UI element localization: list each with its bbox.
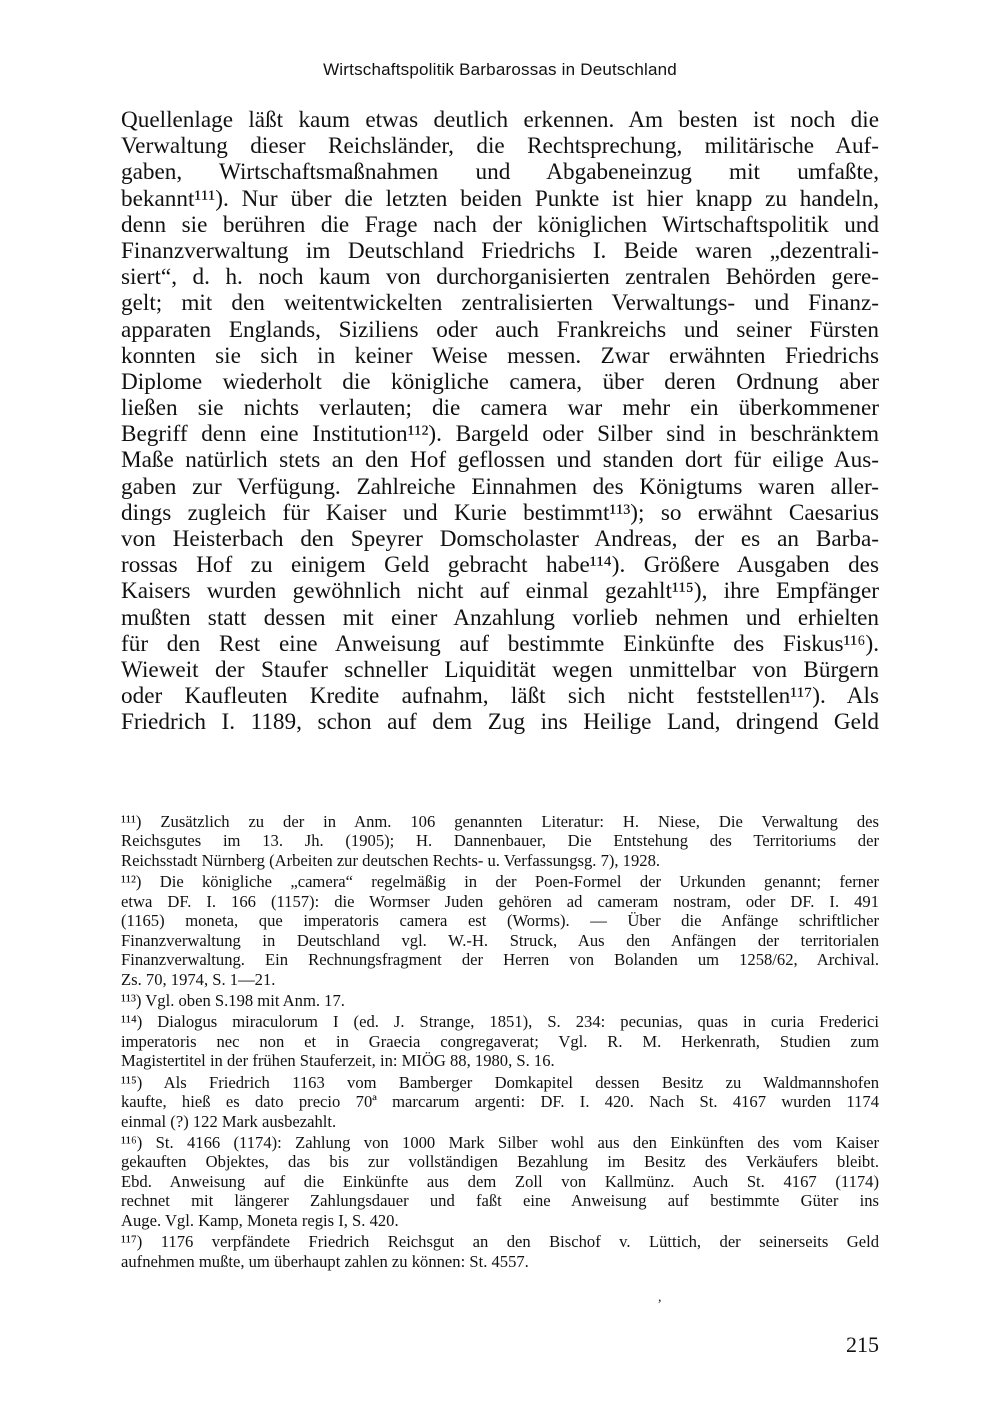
- footnote-line: Reichsstadt Nürnberg (Arbeiten zur deutschen Rechts- u. Verfassungsg. 7), 1928.: [121, 850, 661, 870]
- footnote-line: ¹¹²) Die königliche „camera“ regelmäßig in der Poen-Formel der Urkunden genannt; ferner: [121, 872, 879, 892]
- body-line: apparaten Englands, Siziliens oder auch Frankreichs und seiner Fürsten: [121, 316, 879, 343]
- footnote: [121, 991, 879, 1010]
- stray-mark: ,: [658, 1290, 662, 1305]
- footnote: [121, 872, 879, 989]
- body-line: gelt; mit den weitentwickelten zentralisierten Verwaltungs- und Finanz-: [121, 290, 879, 317]
- footnote-line: Auge. Vgl. Kamp, Moneta regis I, S. 420.: [121, 1210, 399, 1230]
- footnote-line: aufnehmen mußte, um überhaupt zahlen zu können: St. 4557.: [121, 1251, 529, 1271]
- footnote-line: (1165) moneta, que imperatoris camera est (Worms). — Über die Anfänge schriftlicher: [121, 911, 879, 931]
- body-line: Maße natürlich stets an den Hof geflossen und standen dort für eilige Aus-: [121, 447, 879, 474]
- footnote-line: imperatoris nec non et in Graecia congregaverat; Vgl. R. M. Herkenrath, Studien zum: [121, 1031, 879, 1051]
- body-line: Wieweit der Staufer schneller Liquidität wegen unmittelbar von Bürgern: [121, 656, 879, 683]
- footnote-line: kaufte, hieß es dato precio 70ª marcarum argenti: DF. I. 420. Nach St. 4167 wurden 1174: [121, 1092, 879, 1112]
- body-line: siert“, d. h. noch kaum von durchorganisierten zentralen Behörden gere-: [121, 264, 879, 291]
- footnote-line: ¹¹⁷) 1176 verpfändete Friedrich Reichsgut an den Bischof v. Lüttich, der seinerseits Geld: [121, 1232, 879, 1252]
- footnote-line: Finanzverwaltung in Deutschland vgl. W.-H. Struck, Aus den Anfängen der territorialen: [121, 930, 879, 950]
- body-line: gaben, Wirtschaftsmaßnahmen und Abgabeneinzug mit umfaßte,: [121, 159, 879, 186]
- footnote-line: rechnet mit längerer Zahlungsdauer und faßt eine Anweisung auf bestimmte Güter ins: [121, 1191, 879, 1211]
- body-line: Kaisers wurden gewöhnlich nicht auf einmal gezahlt¹¹⁵), ihre Empfänger: [121, 578, 879, 605]
- footnote-line: etwa DF. I. 166 (1157): die Wormser Juden gehören ad cameram nostram, oder DF. I. 491: [121, 891, 879, 911]
- footnote-line: ¹¹⁵) Als Friedrich 1163 vom Bamberger Domkapitel dessen Besitz zu Waldmannshofen: [121, 1072, 879, 1092]
- body-line: Quellenlage läßt kaum etwas deutlich erkennen. Am besten ist noch die: [121, 107, 879, 133]
- body-line: oder Kaufleuten Kredite aufnahm, läßt sich nicht feststellen¹¹⁷). Als: [121, 683, 879, 710]
- footnote-line: ¹¹³) Vgl. oben S.198 mit Anm. 17.: [121, 990, 345, 1010]
- footnote-line: ¹¹⁶) St. 4166 (1174): Zahlung von 1000 Mark Silber wohl aus den Einkünften des vom Kaiser: [121, 1133, 879, 1152]
- body-line: bekannt¹¹¹). Nur über die letzten beiden Punkte ist hier knapp zu handeln,: [121, 185, 879, 212]
- footnote-line: gekauften Objektes, das bis zur vollständigen Bezahlung im Besitz des Verkäufers bleibt.: [121, 1152, 879, 1172]
- body-line: Begriff denn eine Institution¹¹²). Bargeld oder Silber sind in beschränktem: [121, 421, 879, 448]
- body-line: Friedrich I. 1189, schon auf dem Zug ins Heilige Land, dringend Geld: [121, 709, 879, 736]
- footnote-line: ¹¹⁴) Dialogus miraculorum I (ed. J. Strange, 1851), S. 234: pecunias, quas in curia Frederici: [121, 1012, 879, 1032]
- body-line: ließen sie nichts verlauten; die camera war mehr ein überkommener: [121, 395, 879, 422]
- body-line: für den Rest eine Anweisung auf bestimmte Einkünfte des Fiskus¹¹⁶).: [121, 630, 879, 657]
- footnote-line: Magistertitel in der frühen Stauferzeit, in: MIÖG 88, 1980, S. 16.: [121, 1051, 555, 1071]
- body-text: [121, 107, 879, 736]
- footnote-line: Zs. 70, 1974, S. 1—21.: [121, 969, 276, 989]
- body-line: dings zugleich für Kaiser und Kurie bestimmt¹¹³); so erwähnt Caesarius: [121, 499, 879, 526]
- body-line: von Heisterbach den Speyrer Domscholaster Andreas, der es an Barba-: [121, 526, 879, 552]
- page-number: 215: [846, 1332, 879, 1357]
- body-line: Verwaltung dieser Reichsländer, die Rechtsprechung, militärische Auf-: [121, 133, 879, 160]
- footnote-line: Ebd. Anweisung auf die Einkünfte aus dem Zoll von Kallmünz. Auch St. 4167 (1174): [121, 1171, 879, 1191]
- body-line: denn sie berühren die Frage nach der königlichen Wirtschaftspolitik und: [121, 211, 879, 238]
- footnote-line: Reichsgutes im 13. Jh. (1905); H. Dannenbauer, Die Entstehung des Territoriums der: [121, 831, 879, 851]
- running-head: Wirtschaftspolitik Barbarossas in Deutschland: [323, 60, 677, 79]
- body-line: gaben zur Verfügung. Zahlreiche Einnahmen des Königtums waren aller-: [121, 473, 879, 500]
- body-line: mußten statt dessen mit einer Anzahlung vorlieb nehmen und erhielten: [121, 604, 879, 631]
- footnotes: [121, 812, 879, 1271]
- footnote-line: ¹¹¹) Zusätzlich zu der in Anm. 106 genannten Literatur: H. Niese, Die Verwaltung des: [121, 812, 879, 831]
- footnote-line: Finanzverwaltung. Ein Rechnungsfragment der Herren von Bolanden um 1258/62, Archival.: [121, 950, 879, 970]
- footnote: [121, 1133, 879, 1230]
- body-line: Diplome wiederholt die königliche camera, über deren Ordnung aber: [121, 368, 879, 395]
- footnote: [121, 1073, 879, 1131]
- body-line: rossas Hof zu einigem Geld gebracht habe¹¹⁴). Größere Ausgaben des: [121, 552, 879, 579]
- footnote: [121, 1232, 879, 1271]
- body-line: Finanzverwaltung im Deutschland Friedrichs I. Beide waren „dezentrali-: [121, 237, 879, 264]
- footnote-line: einmal (?) 122 Mark ausbezahlt.: [121, 1111, 337, 1131]
- body-line: konnten sie sich in keiner Weise messen. Zwar erwähnten Friedrichs: [121, 342, 879, 369]
- footnote: [121, 812, 879, 870]
- footnote: [121, 1012, 879, 1070]
